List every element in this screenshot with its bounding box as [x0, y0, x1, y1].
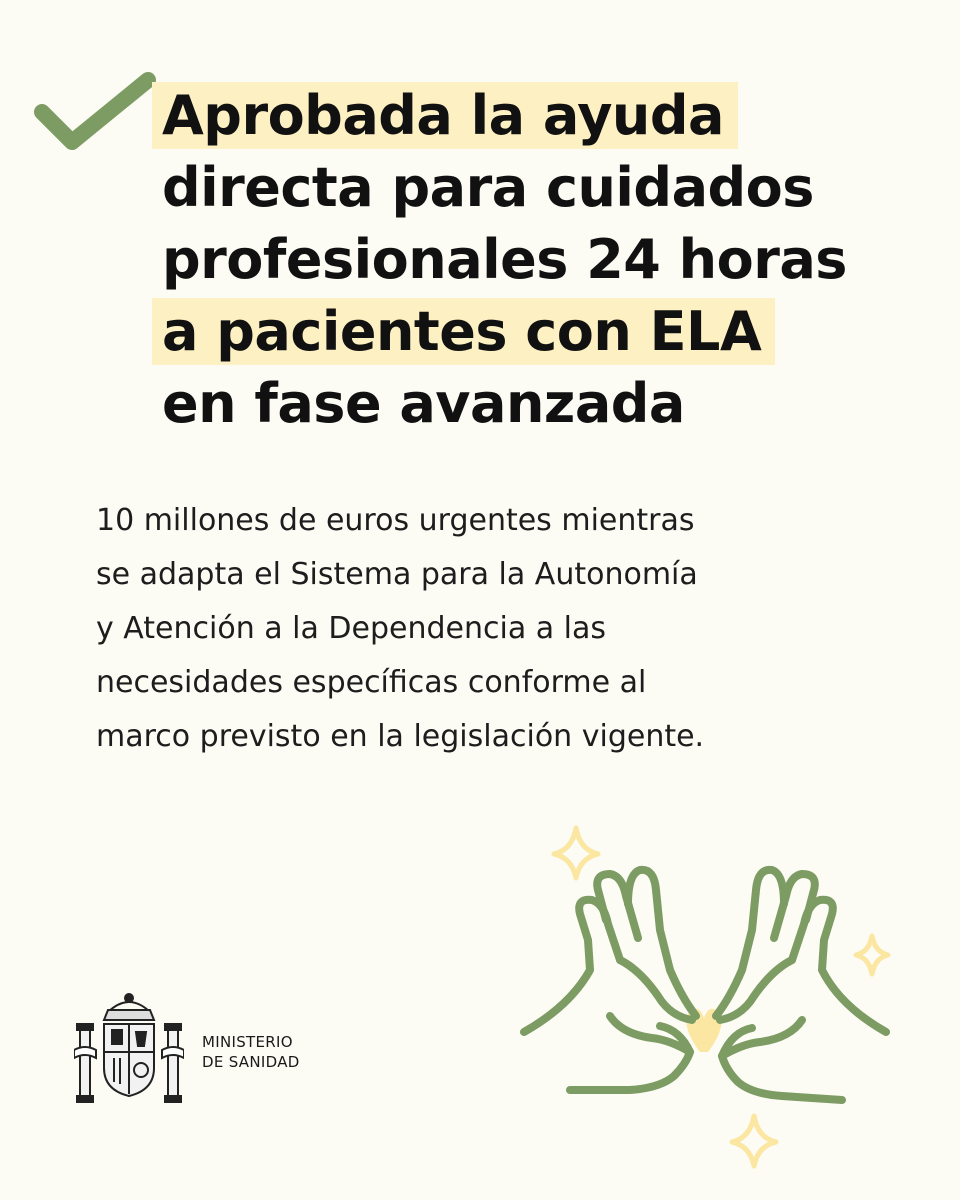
ministry-line-2: DE SANIDAD	[202, 1053, 300, 1071]
body-line-2: se adapta el Sistema para la Autonomía	[96, 557, 698, 592]
headline-line-5: en fase avanzada	[162, 372, 685, 435]
headline-line-3: profesionales 24 horas	[162, 228, 847, 291]
body-line-5: marco previsto en la legislación vigente.	[96, 719, 705, 754]
ministry-label	[202, 1032, 300, 1072]
ministry-line-1: MINISTERIO	[202, 1033, 293, 1051]
sparkle-icon	[554, 828, 598, 878]
headline-line-2: directa para cuidados	[162, 156, 814, 219]
heart-hands-icon	[510, 820, 910, 1180]
body-line-4: necesidades específicas conforme al	[96, 665, 647, 700]
body-paragraph	[96, 494, 876, 764]
sparkle-icon	[856, 936, 888, 974]
headline	[162, 80, 847, 440]
coat-of-arms-icon	[74, 990, 184, 1106]
body-line-1: 10 millones de euros urgentes mientras	[96, 503, 695, 538]
headline-line-4: a pacientes con ELA	[162, 296, 847, 368]
sparkle-icon	[732, 1116, 776, 1166]
check-icon	[30, 70, 160, 170]
headline-line-1: Aprobada la ayuda	[162, 80, 847, 152]
body-line-3: y Atención a la Dependencia a las	[96, 611, 607, 646]
